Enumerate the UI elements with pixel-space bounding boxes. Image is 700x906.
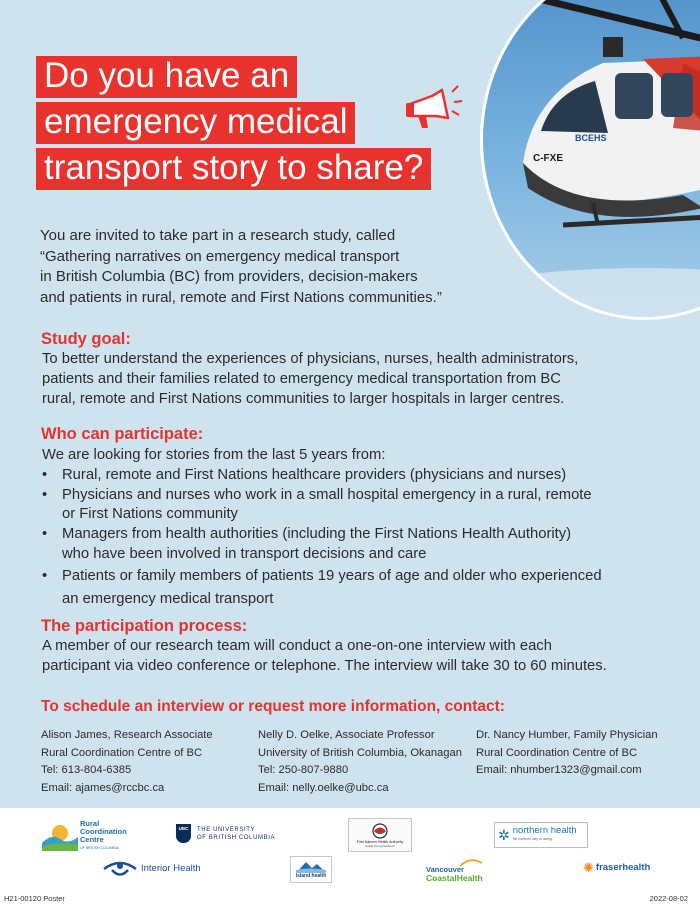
- process-line: A member of our research team will conduct a one-on-one interview with each: [42, 638, 552, 654]
- goal-line: rural, remote and First Nations communities to larger hospitals in larger centres.: [42, 390, 565, 407]
- contact-email: Email: nhumber1323@gmail.com: [476, 764, 642, 776]
- study-goal-text: [42, 350, 682, 409]
- rccbc-logo-text: Rural: [80, 819, 100, 828]
- ubc-crest-text: UBC: [178, 826, 189, 831]
- contact-email: Email: nelly.oelke@ubc.ca: [258, 781, 389, 794]
- title-line: emergency medical: [36, 102, 355, 144]
- northern-health-logo-tagline: the northern way of caring: [512, 837, 552, 841]
- interior-health-swoosh-icon: [102, 857, 138, 879]
- contact-heading: To schedule an interview or request more information, contact:: [41, 698, 505, 715]
- contact-phone: Tel: 250-807-9880: [258, 764, 349, 776]
- contact-org: University of British Columbia, Okanagan: [258, 746, 462, 759]
- contact-name: Dr. Nancy Humber, Family Physician: [476, 729, 658, 741]
- list-item-line: who have been involved in transport decisions and care: [62, 545, 427, 562]
- contact-org: Rural Coordination Centre of BC: [41, 746, 203, 759]
- megaphone-icon: [402, 84, 466, 134]
- ubc-logo-text: OF BRITISH COLUMBIA: [197, 834, 276, 841]
- study-goal-heading: Study goal:: [41, 330, 131, 348]
- ubc-crest-icon: [176, 824, 191, 843]
- list-item-line: or First Nations community: [62, 506, 238, 523]
- list-item: [42, 486, 682, 526]
- northern-health-logo-text: northern health: [512, 825, 577, 836]
- fnha-logo: [348, 818, 412, 852]
- contact-name: Nelly D. Oelke, Associate Professor: [258, 729, 435, 741]
- northern-health-logo: [494, 822, 588, 848]
- rccbc-logo-mark: [42, 821, 78, 851]
- fraser-health-logo-text: fraserhealth: [595, 862, 651, 873]
- fnha-logo-text: First Nations Health Authority: [356, 839, 404, 844]
- intro-line: in British Columbia (BC) from providers, decision-makers: [40, 268, 418, 285]
- poster-date: 2022-08-02: [649, 894, 688, 903]
- list-item-line: • Managers from health authorities (including the First Nations Health Authority): [62, 526, 572, 543]
- title-line: transport story to share?: [36, 148, 431, 190]
- list-item-line: • Rural, remote and First Nations healthcare providers (physicians and nurses): [62, 466, 567, 483]
- contact-email: Email: ajames@rccbc.ca: [41, 781, 165, 794]
- list-item-line: • Physicians and nurses who work in a small hospital emergency in a rural, remote: [62, 486, 592, 503]
- contact-org: Rural Coordination Centre of BC: [476, 746, 638, 759]
- contact-name: Alison James, Research Associate: [41, 729, 213, 741]
- intro-line: You are invited to take part in a research study, called: [40, 227, 396, 244]
- island-health-mountains-icon: [296, 860, 326, 873]
- ubc-logo: [176, 824, 275, 843]
- eligibility-list: [42, 466, 682, 611]
- intro-line: and patients in rural, remote and First Nations communities.”: [40, 288, 442, 306]
- fraser-health-leaf-icon: ✺: [583, 860, 594, 875]
- fnha-emblem-icon: [371, 823, 389, 839]
- participation-process-heading: The participation process:: [41, 617, 248, 635]
- title-line: Do you have an: [36, 56, 297, 98]
- who-lead: We are looking for stories from the last 5 years from:: [42, 447, 386, 463]
- rccbc-logo-text: Coordination: [80, 827, 127, 836]
- interior-health-logo: [102, 857, 201, 879]
- fnha-logo-text: Health through wellness: [365, 843, 395, 848]
- goal-line: To better understand the experiences of physicians, nurses, health administrators,: [42, 351, 579, 367]
- contact-card-nelly-oelke: [258, 727, 462, 797]
- process-line: participant via video conference or telephone. The interview will take 30 to 60 minutes.: [42, 657, 607, 674]
- ubc-logo-text: THE UNIVERSITY: [197, 826, 256, 833]
- who-can-participate-text: [42, 446, 682, 611]
- helicopter-brand: BCEHS: [575, 133, 607, 143]
- intro-text: [40, 226, 510, 308]
- list-item-line: an emergency medical transport: [62, 590, 274, 607]
- vch-logo-text: Vancouver: [426, 865, 464, 874]
- island-health-logo-text: island health: [295, 873, 327, 879]
- poster-code: H21-00120 Poster: [4, 894, 65, 903]
- who-can-participate-heading: Who can participate:: [41, 425, 204, 443]
- page-title: [36, 56, 431, 194]
- list-item-line: • Patients or family members of patients 19 years of age and older who experienced: [62, 567, 602, 584]
- goal-line: patients and their families related to emergency medical transportation from BC: [42, 370, 561, 387]
- rccbc-logo-text: OF BRITISH COLUMBIA: [80, 846, 119, 850]
- contact-card-alison-james: [41, 727, 213, 797]
- intro-line: “Gathering narratives on emergency medical transport: [40, 247, 400, 265]
- island-health-logo: [290, 856, 332, 883]
- rccbc-logo: [42, 820, 127, 852]
- helicopter-photo: [480, 0, 700, 320]
- list-item: [42, 525, 682, 565]
- northern-health-star-icon: ✲: [498, 827, 510, 843]
- fraser-health-logo: [583, 861, 650, 874]
- rccbc-logo-text: Centre: [80, 835, 104, 844]
- vancouver-coastal-health-logo: [426, 858, 486, 883]
- interior-health-logo-text: Interior Health: [141, 862, 201, 874]
- participation-process-text: [42, 637, 682, 677]
- contact-phone: Tel: 613-804-6385: [41, 764, 132, 776]
- list-item: [42, 565, 682, 611]
- contact-card-nancy-humber: [476, 727, 658, 780]
- list-item: [42, 466, 682, 486]
- vch-logo-text: CoastalHealth: [426, 873, 483, 883]
- helicopter-registration: C-FXE: [533, 153, 563, 164]
